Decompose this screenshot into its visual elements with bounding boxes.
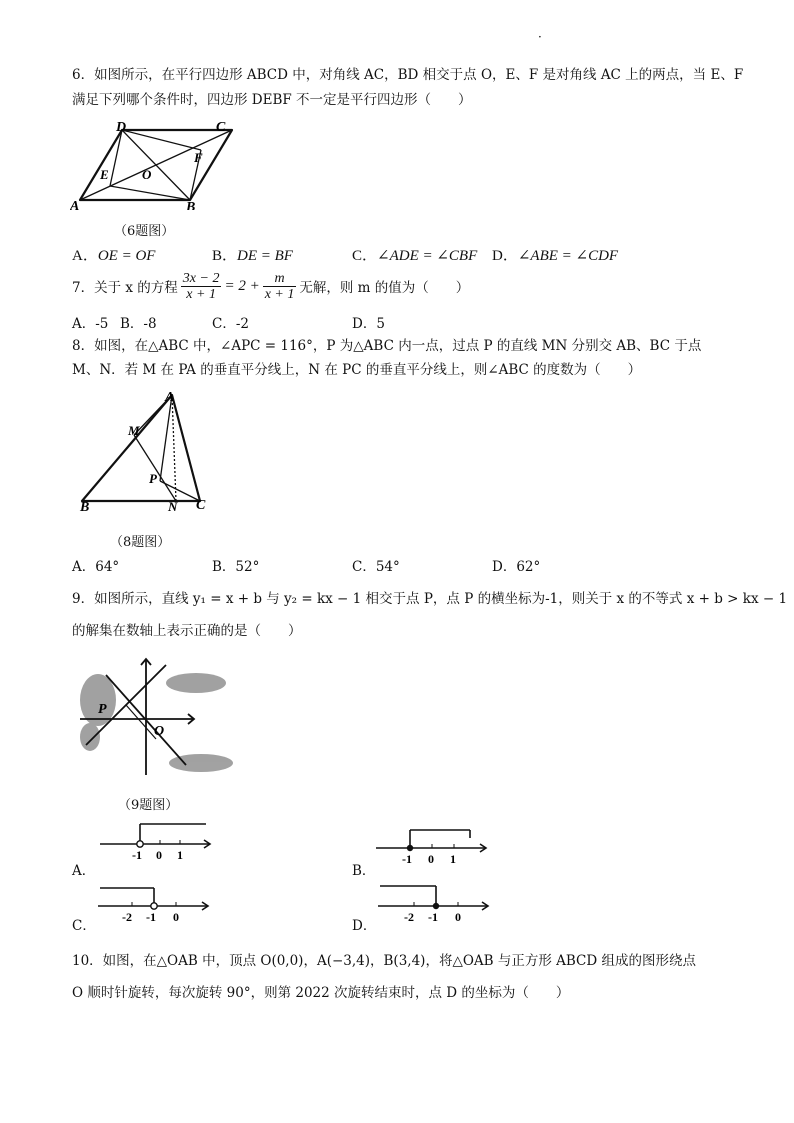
option-letter: A．: [72, 559, 96, 575]
q9-option-b-numberline[interactable]: [374, 824, 492, 866]
option-letter: B．: [120, 316, 144, 332]
option-text: 52°: [235, 559, 260, 575]
option-letter: C．: [352, 248, 378, 264]
q6-figure-parallelogram: [70, 118, 250, 210]
q8-option-c[interactable]: [352, 555, 400, 575]
q7-option-a[interactable]: [72, 312, 108, 332]
q9-a-tick-1: -1: [132, 848, 142, 860]
q7-fraction-2-numerator: m: [263, 271, 297, 287]
q6-label-A: A: [70, 199, 80, 210]
q6-stem-line2: 满足下列哪个条件时，四边形 DEBF 不一定是平行四边形（ ）: [72, 92, 472, 108]
option-letter: D．: [492, 248, 518, 264]
q8-option-a[interactable]: [72, 555, 119, 575]
q9-c-tick-3: 0: [173, 910, 179, 924]
q9-figure-graph: [76, 655, 236, 780]
q9-d-tick-1: -2: [404, 910, 414, 922]
option-text: 54°: [375, 559, 400, 575]
q6-option-a[interactable]: [72, 244, 155, 265]
q9-option-c-numberline[interactable]: [96, 882, 214, 924]
q8-option-d[interactable]: [492, 555, 540, 575]
q7-option-d[interactable]: [352, 312, 385, 332]
q8-stem-line2: M、N．若 M 在 PA 的垂直平分线上，N 在 PC 的垂直平分线上，则∠ABC 的度数为（ ）: [72, 362, 642, 378]
option-letter: A．: [72, 248, 98, 264]
q9-option-d-numberline[interactable]: [376, 880, 494, 922]
q7-option-b[interactable]: [120, 312, 157, 332]
q8-caption: （8题图）: [110, 535, 171, 550]
q6-stem-line1: 6．如图所示，在平行四边形 ABCD 中，对角线 AC，BD 相交于点 O，E、F 是对角线 AC 上的两点，当 E、F: [72, 67, 744, 83]
option-text: ∠ADE = ∠CBF: [377, 248, 478, 264]
q7-fraction-2: [263, 271, 297, 302]
q9-a-tick-2: 0: [156, 848, 162, 860]
option-letter: A．: [72, 316, 96, 332]
option-text: 5: [376, 316, 385, 332]
q6-label-C: C: [216, 120, 226, 135]
q6-option-b[interactable]: [212, 244, 293, 265]
q9-b-tick-2: 0: [428, 852, 434, 866]
option-text: OE = OF: [97, 248, 156, 264]
q9-caption: （9题图）: [118, 798, 179, 813]
q8-label-A: A: [165, 390, 175, 405]
option-letter: D．: [352, 316, 377, 332]
option-text: ∠ABE = ∠CDF: [517, 248, 619, 264]
q9-label-O: O: [154, 724, 165, 739]
q10-stem-line1: 10．如图，在△OAB 中，顶点 O(0,0)，A(−3,4)，B(3,4)，将△OAB 与正方形 ABCD 组成的图形绕点: [72, 953, 697, 969]
q9-option-b-letter[interactable]: B．: [352, 863, 376, 879]
q6-label-O: O: [142, 167, 152, 182]
q6-option-c[interactable]: [352, 244, 477, 265]
q9-c-tick-1: -2: [122, 910, 132, 924]
q9-b-tick-1: -1: [402, 852, 412, 866]
q8-label-M: M: [128, 423, 140, 438]
option-text: 62°: [516, 559, 541, 575]
option-letter: C．: [352, 559, 376, 575]
q7-fraction-1-denominator: x + 1: [186, 286, 216, 302]
q9-d-tick-2: -1: [428, 910, 438, 922]
option-text: -2: [235, 316, 249, 332]
q7-equals: = 2 +: [224, 277, 260, 294]
page-mark: ·: [538, 30, 542, 44]
q7-suffix: 无解，则 m 的值为（ ）: [299, 280, 470, 296]
q9-option-d-letter[interactable]: D．: [352, 918, 377, 934]
option-letter: B．: [212, 248, 238, 264]
q9-stem-line2: 的解集在数轴上表示正确的是（ ）: [72, 623, 302, 639]
q9-option-c-letter[interactable]: C．: [72, 918, 96, 934]
q9-a-tick-3: 1: [177, 848, 183, 860]
q7-stem: [72, 268, 469, 304]
q9-stem-line1: 9．如图所示，直线 y₁ = x + b 与 y₂ = kx − 1 相交于点 P，点 P 的横坐标为-1，则关于 x 的不等式 x + b > kx − 1: [72, 591, 788, 607]
q7-prefix: 7．关于 x 的方程: [72, 280, 178, 296]
q7-fraction-2-denominator: x + 1: [264, 286, 295, 302]
q6-option-d[interactable]: [492, 244, 618, 265]
q6-label-E: E: [100, 167, 109, 182]
q7-fraction-1: [181, 271, 222, 302]
q8-label-P: P: [149, 471, 157, 486]
q8-label-N: N: [168, 499, 178, 514]
q6-label-F: F: [194, 150, 203, 165]
q7-option-c[interactable]: [212, 312, 249, 332]
option-letter: B．: [212, 559, 236, 575]
q10-stem-line2: O 顺时针旋转，每次旋转 90°，则第 2022 次旋转结束时，点 D 的坐标为（ ）: [72, 985, 570, 1001]
option-text: -5: [95, 316, 109, 332]
option-text: -8: [143, 316, 157, 332]
q6-caption: （6题图）: [114, 224, 175, 239]
option-letter: C．: [212, 316, 236, 332]
q9-c-tick-2: -1: [146, 910, 156, 924]
option-text: DE = BF: [237, 248, 293, 264]
q9-b-tick-3: 1: [450, 852, 456, 866]
q8-label-C: C: [196, 498, 206, 513]
q8-figure-triangle: [72, 385, 222, 515]
q9-d-tick-3: 0: [455, 910, 461, 922]
q9-option-a-letter[interactable]: A．: [72, 863, 96, 879]
q9-label-P: P: [98, 702, 107, 717]
q6-label-D: D: [116, 120, 127, 135]
q8-label-B: B: [80, 500, 90, 515]
option-letter: D．: [492, 559, 517, 575]
q7-fraction-1-numerator: 3x − 2: [182, 270, 220, 286]
q8-stem-line1: 8．如图，在△ABC 中，∠APC = 116°，P 为△ABC 内一点，过点 P 的直线 MN 分别交 AB、BC 于点: [72, 338, 702, 354]
q6-label-B: B: [186, 200, 196, 210]
q9-option-a-numberline[interactable]: [98, 818, 216, 860]
q8-option-b[interactable]: [212, 555, 259, 575]
option-text: 64°: [95, 559, 120, 575]
